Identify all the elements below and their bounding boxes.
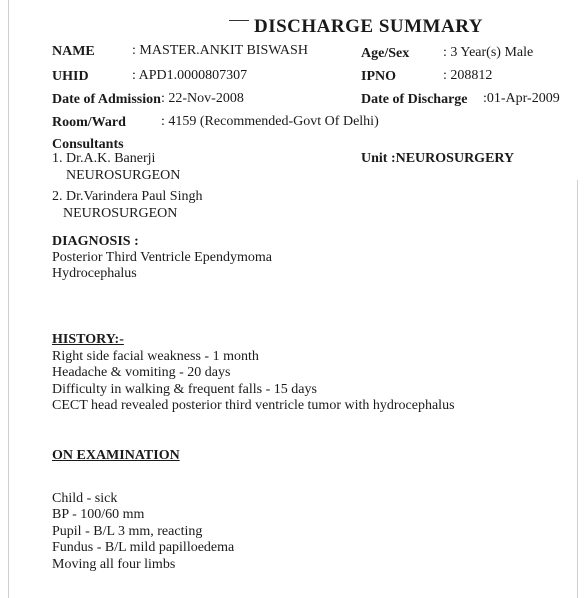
history-line-2: Headache & vomiting - 20 days: [52, 365, 231, 380]
examination-line-1: Child - sick: [52, 491, 118, 506]
diagnosis-heading: DIAGNOSIS :: [52, 234, 139, 249]
left-edge-rule: [8, 0, 9, 598]
consultant-1-dept: NEUROSURGEON: [66, 168, 181, 183]
consultant-1-name: 1. Dr.A.K. Banerji: [52, 151, 156, 166]
uhid-value: : APD1.0000807307: [132, 68, 248, 83]
diagnosis-line-1: Posterior Third Ventricle Ependymoma: [52, 250, 272, 265]
consultants-heading: Consultants: [52, 137, 124, 152]
discharge-value: :01-Apr-2009: [483, 91, 560, 106]
name-value: : MASTER.ANKIT BISWASH: [132, 43, 308, 58]
examination-line-4: Fundus - B/L mild papilloedema: [52, 540, 235, 555]
roomward-value: : 4159 (Recommended-Govt Of Delhi): [161, 114, 379, 129]
examination-line-2: BP - 100/60 mm: [52, 507, 145, 522]
examination-line-3: Pupil - B/L 3 mm, reacting: [52, 524, 203, 539]
right-edge-rule: [577, 180, 578, 598]
history-line-1: Right side facial weakness - 1 month: [52, 349, 259, 364]
agesex-label: Age/Sex: [361, 46, 410, 61]
admission-label: Date of Admission: [52, 92, 161, 107]
diagnosis-line-2: Hydrocephalus: [52, 266, 137, 281]
examination-line-5: Moving all four limbs: [52, 557, 176, 572]
consultant-2-dept: NEUROSURGEON: [63, 206, 178, 221]
discharge-label: Date of Discharge: [361, 92, 468, 107]
roomward-label: Room/Ward: [52, 115, 126, 130]
unit-label: Unit :NEUROSURGERY: [361, 151, 515, 166]
history-line-4: CECT head revealed posterior third ventricle tumor with hydrocephalus: [52, 398, 455, 413]
ipno-label: IPNO: [361, 69, 396, 84]
uhid-label: UHID: [52, 69, 89, 84]
consultant-2-name: 2. Dr.Varindera Paul Singh: [52, 189, 203, 204]
history-heading: HISTORY:-: [52, 332, 124, 347]
admission-value: : 22-Nov-2008: [161, 91, 244, 106]
examination-heading: ON EXAMINATION: [52, 448, 180, 463]
agesex-value: : 3 Year(s) Male: [443, 45, 534, 60]
history-line-3: Difficulty in walking & frequent falls - 15 days: [52, 382, 317, 397]
title-dash: [229, 20, 249, 21]
document-title: DISCHARGE SUMMARY: [254, 16, 483, 37]
ipno-value: : 208812: [443, 68, 493, 83]
name-label: NAME: [52, 44, 95, 59]
